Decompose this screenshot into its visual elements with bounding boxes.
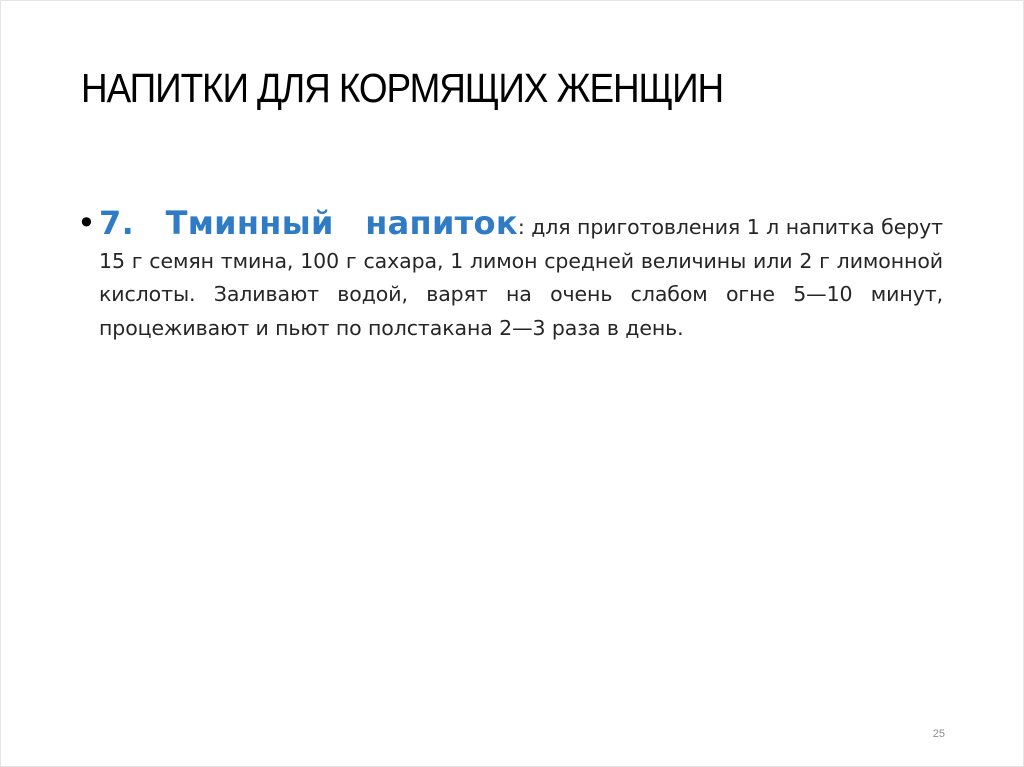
item-heading: 7. Тминный напиток — [99, 204, 518, 242]
page-number: 25 — [932, 728, 945, 740]
slide-title: НАПИТКИ ДЛЯ КОРМЯЩИХ ЖЕНЩИН — [81, 65, 724, 111]
item-body: : для приготовления 1 л напитка берут 15 г семян тмина, 100 г сахара, 1 лимон средней величины или 2 г лимонной кислоты. Заливают водой, варят на очень слабом огне 5—10 минут, процеживают и пьют по полстакана 2—3 раза в день. — [99, 215, 943, 340]
bullet-item — [77, 204, 943, 345]
bullet-text — [99, 204, 943, 345]
slide-content — [77, 204, 943, 345]
bullet-icon: • — [77, 204, 96, 242]
